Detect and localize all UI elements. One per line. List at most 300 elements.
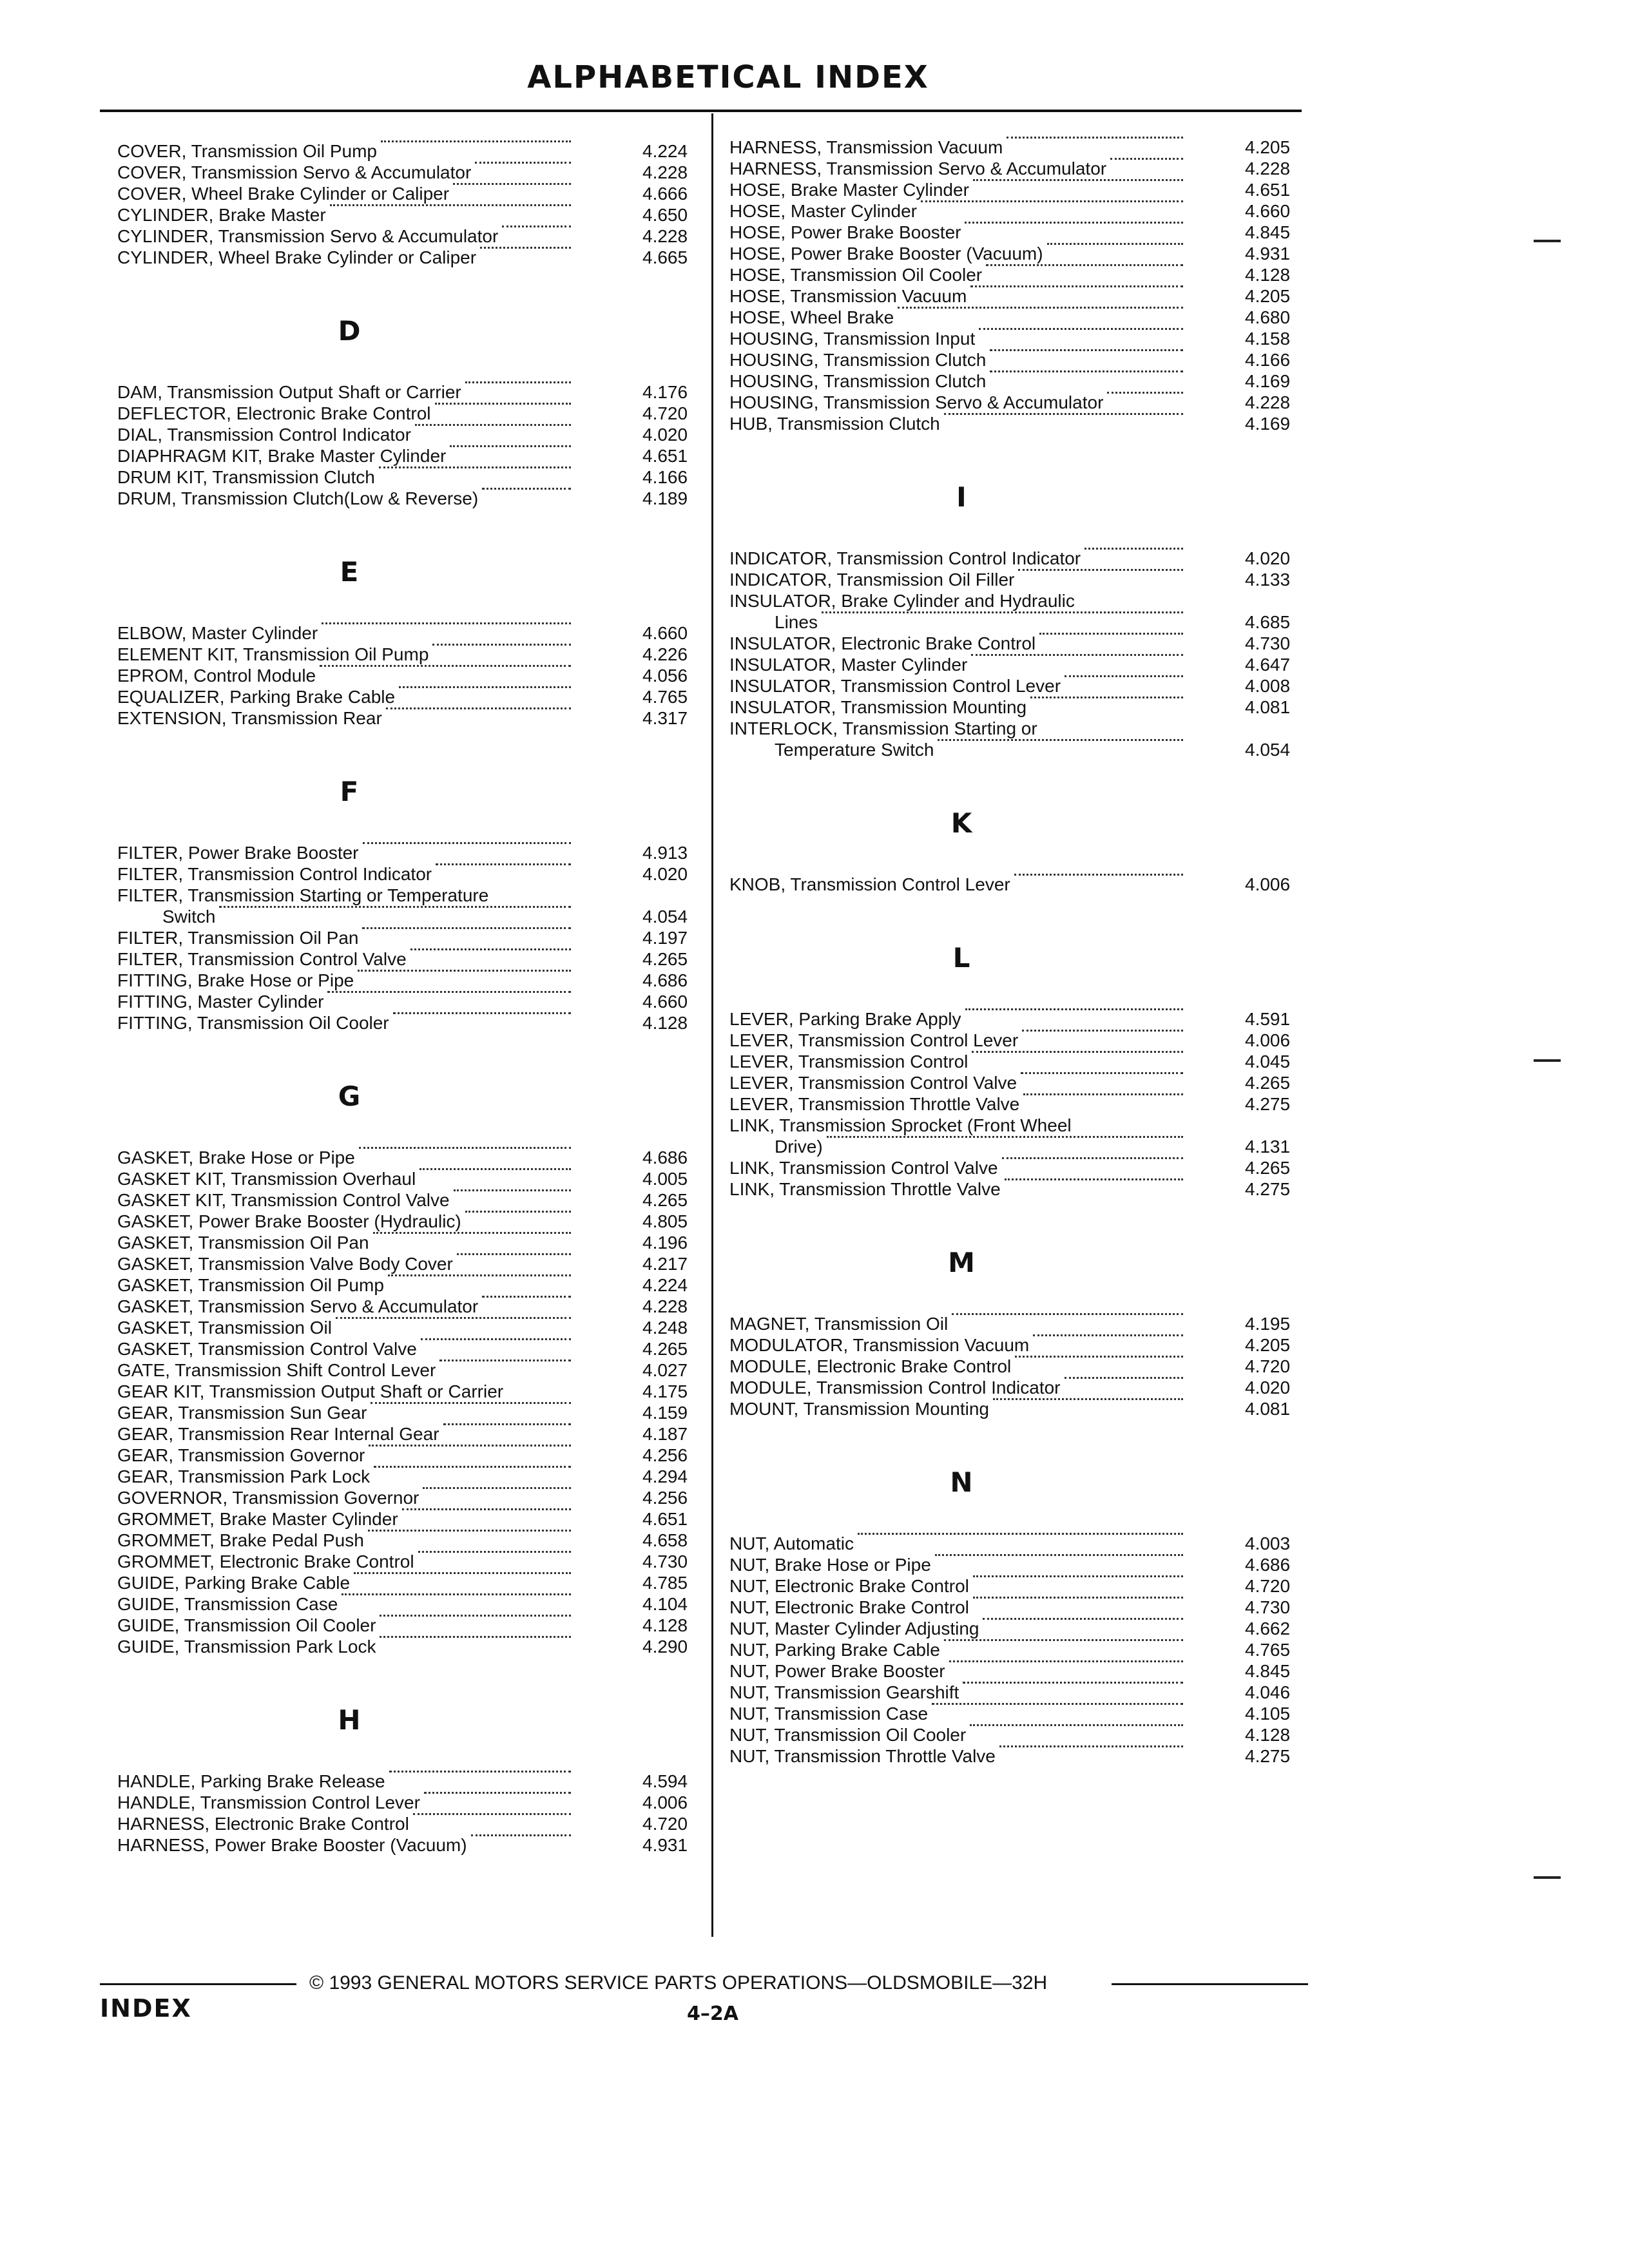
index-term: LINK, Transmission Control Valve [729,1158,998,1178]
index-entry [729,569,1326,590]
margin-mark [1534,240,1561,242]
dot-leader [388,1274,571,1276]
dot-leader [418,1551,571,1553]
index-page-ref: 4.730 [642,1552,688,1571]
index-page-ref: 4.228 [642,226,688,246]
dot-leader [454,1189,571,1191]
index-term: INDICATOR, Transmission Oil Filler [729,570,1015,590]
index-page-ref: 4.217 [642,1254,688,1274]
index-term: GUIDE, Parking Brake Cable [117,1573,351,1593]
dot-leader [1039,633,1183,635]
index-page-ref: 4.651 [642,446,688,466]
dot-leader [973,179,1183,181]
index-term: DIAPHRAGM KIT, Brake Master Cylinder [117,446,447,466]
index-page-ref: 4.248 [642,1318,688,1338]
index-entry [729,1115,1326,1157]
index-page-ref: 4.195 [1245,1314,1291,1334]
dot-leader [1030,697,1183,698]
index-entry [117,991,705,1012]
index-term: MOUNT, Transmission Mounting [729,1399,990,1419]
index-term-line [117,1487,575,1508]
index-entry [117,927,705,948]
index-term: ELEMENT KIT, Transmission Oil Pump [117,644,429,664]
index-term-line [117,1253,575,1274]
dot-leader [1084,548,1183,550]
index-entry [117,488,705,509]
section-spacer [729,1502,1326,1533]
dot-leader [358,970,571,972]
index-page-ref: 4.730 [1245,633,1291,653]
index-term: NUT, Electronic Brake Control [729,1597,969,1617]
index-page-ref: 4.196 [642,1233,688,1253]
index-term: GASKET, Transmission Control Valve [117,1339,417,1359]
dot-leader [965,222,1183,224]
index-term: GEAR, Transmission Park Lock [117,1466,371,1486]
index-term: COVER, Wheel Brake Cylinder or Caliper [117,184,450,204]
index-entry [729,1660,1326,1682]
dot-leader [465,1211,571,1213]
index-term: DIAL, Transmission Control Indicator [117,425,411,445]
index-term-line [117,1274,575,1296]
index-term-line [729,1554,1187,1575]
index-entry [117,424,705,445]
section-spacer [729,1200,1326,1244]
dot-leader [935,1554,1183,1556]
index-term-line [729,1660,1187,1682]
index-entry [729,349,1326,370]
index-term-line [117,1771,575,1792]
section-spacer [117,591,705,622]
index-term: GROMMET, Brake Pedal Push [117,1530,364,1550]
index-page-ref: 4.913 [642,843,688,863]
index-term-line [729,1575,1187,1597]
index-entry [729,1072,1326,1093]
index-page-ref: 4.128 [642,1013,688,1033]
section-spacer [117,509,705,553]
index-term-line [117,1317,575,1338]
index-term-line [729,328,1187,349]
index-term-continuation-line [729,611,1187,633]
index-entry [729,1008,1326,1030]
index-term-line [117,1445,575,1466]
index-entry [117,1813,705,1834]
index-page-ref: 4.020 [1245,548,1291,568]
index-term: DAM, Transmission Output Shaft or Carrier [117,382,461,402]
index-term: FITTING, Master Cylinder [117,992,324,1012]
dot-leader [415,424,571,426]
index-page-ref: 4.256 [642,1445,688,1465]
index-entry [117,140,705,162]
index-term: HOSE, Wheel Brake [729,307,894,327]
index-term-line [729,1008,1187,1030]
index-page-ref: 4.228 [1245,392,1291,412]
index-term: HANDLE, Transmission Control Lever [117,1792,420,1812]
index-term-line [117,204,575,226]
index-entry [729,137,1326,158]
index-page-ref: 4.224 [642,1275,688,1295]
index-term-line [117,140,575,162]
index-page-ref: 4.845 [1245,1661,1291,1681]
section-spacer [117,351,705,381]
index-term: INSULATOR, Transmission Mounting [729,697,1027,717]
dot-leader [1007,137,1183,139]
index-term: HUB, Transmission Clutch [729,414,940,434]
index-page-ref: 4.660 [1245,201,1291,221]
dot-leader [423,1487,571,1489]
dot-leader [971,654,1183,656]
right-index-column [729,137,1326,1767]
dot-leader [1033,1334,1183,1336]
index-entry [117,1834,705,1856]
index-term: NUT, Parking Brake Cable [729,1640,940,1660]
index-entry [729,1639,1326,1660]
dot-leader [983,1618,1183,1620]
dot-leader [1022,1030,1183,1032]
dot-leader [410,948,571,950]
index-term-line [117,1834,575,1856]
index-term-line [729,137,1187,158]
dot-leader [932,1703,1183,1705]
index-term: MODULE, Transmission Control Indicator [729,1378,1061,1398]
index-term-line [729,1093,1187,1115]
index-entry [117,863,705,885]
dot-leader [970,285,1183,287]
index-term: GROMMET, Electronic Brake Control [117,1552,414,1571]
index-entry [117,1317,705,1338]
index-term-line [117,1168,575,1189]
index-term: GASKET, Transmission Oil Pump [117,1275,384,1295]
dot-leader [1014,874,1183,876]
index-page-ref: 4.931 [642,1835,688,1855]
dot-leader [1015,1356,1183,1358]
index-page-ref: 4.317 [642,708,688,728]
index-term: EXTENSION, Transmission Rear [117,708,382,728]
index-page-ref: 4.205 [1245,1335,1291,1355]
index-entry [729,370,1326,392]
dot-leader [330,204,571,206]
dot-leader [858,1533,1183,1535]
index-page-ref: 4.275 [1245,1746,1291,1766]
index-page-ref: 4.166 [642,467,688,487]
index-entry [117,1360,705,1381]
index-term: LEVER, Transmission Control [729,1052,969,1072]
index-term: HOSE, Power Brake Booster [729,222,961,242]
index-term-line [729,1157,1187,1178]
index-term: NUT, Brake Hose or Pipe [729,1555,931,1575]
index-page-ref: 4.666 [642,184,688,204]
index-term: DRUM KIT, Transmission Clutch [117,467,375,487]
dot-leader [322,622,571,624]
index-entry [729,1051,1326,1072]
index-term: INTERLOCK, Transmission Starting or [729,718,1037,738]
index-page-ref: 4.020 [642,425,688,445]
index-term-line [729,243,1187,264]
section-spacer [729,760,1326,804]
index-term: MAGNET, Transmission Oil [729,1314,949,1334]
index-entry [729,590,1326,633]
index-term-line [117,1615,575,1636]
index-term: EPROM, Control Module [117,666,316,686]
index-term-line [117,991,575,1012]
index-term-line [117,1508,575,1530]
index-page-ref: 4.591 [1245,1009,1291,1029]
dot-leader [413,1813,571,1815]
dot-leader [475,162,571,164]
index-term: FILTER, Transmission Oil Pan [117,928,359,948]
index-page-ref: 4.104 [642,1594,688,1614]
index-entry [117,247,705,268]
footer-copyright: © 1993 GENERAL MOTORS SERVICE PARTS OPERATIONS—OLDSMOBILE—32H [309,1972,1048,1994]
dot-leader [1107,392,1183,394]
index-entry [117,1423,705,1445]
index-term-line [729,1703,1187,1724]
index-page-ref: 4.159 [642,1403,688,1423]
dot-leader [965,1008,1183,1010]
dot-leader [999,1745,1183,1747]
index-term-line [729,179,1187,200]
index-term-line [117,1636,575,1657]
index-term-line [117,445,575,466]
index-entry [729,1703,1326,1724]
section-letter: G [338,1081,361,1112]
index-page-ref: 4.054 [642,907,688,927]
index-entry [729,392,1326,413]
index-term: GUIDE, Transmission Park Lock [117,1637,376,1657]
index-term-line [117,1296,575,1317]
index-page-ref: 4.686 [642,1148,688,1168]
index-term-line [117,1189,575,1211]
index-entry [117,665,705,686]
dot-leader [827,1136,1183,1138]
footer-rule-left [100,1983,296,1985]
index-page-ref: 4.265 [1245,1158,1291,1178]
index-page-ref: 4.003 [1245,1533,1291,1553]
index-term-line [117,403,575,424]
index-term: NUT, Master Cylinder Adjusting [729,1619,979,1639]
section-spacer [729,1282,1326,1313]
index-entry [117,1771,705,1792]
index-term: LEVER, Transmission Control Valve [729,1073,1017,1093]
index-term: NUT, Transmission Throttle Valve [729,1746,996,1766]
index-page-ref: 4.720 [642,1814,688,1834]
index-page-ref: 4.006 [642,1792,688,1812]
index-page-ref: 4.128 [1245,1725,1291,1745]
index-entry [117,381,705,403]
index-term-line [117,1232,575,1253]
index-term-line [729,675,1187,697]
dot-leader [1023,1093,1183,1095]
dot-leader [363,842,572,844]
index-page-ref: 4.765 [1245,1640,1291,1660]
index-term-line [729,222,1187,243]
index-entry [117,183,705,204]
index-term-line [117,1792,575,1813]
dot-leader [471,1834,571,1836]
index-term-line [729,697,1187,718]
footer-rule-right [1112,1983,1308,1985]
index-term-line [117,948,575,970]
index-term: COVER, Transmission Oil Pump [117,141,377,161]
index-term: GEAR KIT, Transmission Output Shaft or Carrier [117,1381,504,1401]
dot-leader [432,644,571,646]
index-term: FILTER, Transmission Starting or Temperature [117,885,489,905]
index-term-line [729,285,1187,307]
index-entry [729,243,1326,264]
index-entry [117,842,705,863]
index-term-line [729,1597,1187,1618]
index-entry [117,403,705,424]
dot-leader [369,1445,571,1446]
index-page-ref: 4.226 [642,644,688,664]
dot-leader [399,686,571,688]
index-entry [117,1381,705,1402]
index-term-line [117,1813,575,1834]
index-term: CYLINDER, Brake Master [117,205,326,225]
index-term: HARNESS, Transmission Vacuum [729,137,1003,157]
index-entry [729,1377,1326,1398]
index-term: HOUSING, Transmission Input [729,329,976,349]
dot-leader [379,466,571,468]
margin-mark [1534,1876,1561,1879]
index-term: HOUSING, Transmission Clutch [729,371,987,391]
section-letter: N [950,1466,973,1498]
index-entry [117,970,705,991]
index-term: HOSE, Brake Master Cylinder [729,180,969,200]
dot-leader [1005,1178,1183,1180]
index-term: NUT, Automatic [729,1533,854,1553]
dot-leader [371,1402,571,1404]
index-term: EQUALIZER, Parking Brake Cable [117,687,396,707]
index-term-line [117,1530,575,1551]
index-term: FITTING, Transmission Oil Cooler [117,1013,389,1033]
dot-leader [393,1012,571,1014]
left-index-column [117,140,705,1856]
index-page-ref: 4.650 [642,205,688,225]
index-entry [117,686,705,707]
index-page-ref: 4.205 [1245,286,1291,306]
index-page-ref: 4.187 [642,1424,688,1444]
index-term-line [729,1745,1187,1767]
index-page-ref: 4.128 [1245,265,1291,285]
index-term: FITTING, Brake Hose or Pipe [117,970,354,990]
index-entry [117,162,705,183]
index-term: LINK, Transmission Sprocket (Front Wheel [729,1115,1072,1135]
index-term-line [117,381,575,403]
index-entry [729,718,1326,760]
index-term-line [729,1639,1187,1660]
index-term-line [117,488,575,509]
dot-leader [970,1724,1183,1726]
index-page-ref: 4.197 [642,928,688,948]
index-entry [117,1189,705,1211]
index-term-line [117,707,575,729]
dot-leader [336,1317,571,1319]
index-term-line [117,1593,575,1615]
dot-leader [402,1508,571,1510]
index-term: INSULATOR, Master Cylinder [729,655,968,675]
index-page-ref: 4.665 [642,247,688,267]
dot-leader [1110,158,1183,160]
index-page-ref: 4.176 [642,382,688,402]
index-entry [729,548,1326,569]
index-entry [729,1356,1326,1377]
index-term-line [729,264,1187,285]
index-page-ref: 4.662 [1245,1619,1291,1639]
dot-leader [421,1338,571,1340]
index-term-line [117,424,575,445]
index-entry [117,1445,705,1466]
dot-leader [386,707,571,709]
index-entry [117,1593,705,1615]
index-page-ref: 4.224 [642,141,688,161]
section-spacer [729,977,1326,1008]
index-entry [117,1792,705,1813]
index-entry [117,1211,705,1232]
index-term-line [729,1533,1187,1554]
index-term-line [117,1211,575,1232]
index-term: INSULATOR, Electronic Brake Control [729,633,1036,653]
dot-leader [439,1360,571,1361]
index-term-line [729,1051,1187,1072]
index-page-ref: 4.265 [642,1190,688,1210]
index-page-ref: 4.730 [1245,1597,1291,1617]
index-term-continuation-line [729,739,1187,760]
index-term-line [729,1072,1187,1093]
index-term: INSULATOR, Transmission Control Lever [729,676,1061,696]
index-term-line [729,370,1187,392]
index-term-line [729,569,1187,590]
index-term-line [729,307,1187,328]
index-page-ref: 4.265 [642,1339,688,1359]
index-entry [117,226,705,247]
index-page-ref: 4.275 [1245,1094,1291,1114]
index-page-ref: 4.720 [1245,1576,1291,1596]
index-term-line [117,863,575,885]
index-entry [729,328,1326,349]
dot-leader [389,1771,571,1773]
index-entry [117,1487,705,1508]
index-term-line [117,1572,575,1593]
index-term-continuation-line [729,1136,1187,1157]
index-term-line [729,654,1187,675]
dot-leader [342,1593,571,1595]
dot-leader [436,863,571,865]
index-page-ref: 4.686 [1245,1555,1291,1575]
index-term: GEAR, Transmission Governor [117,1445,365,1465]
dot-leader [443,1423,571,1425]
dot-leader [993,1398,1183,1400]
index-page-ref: 4.008 [1245,676,1291,696]
section-spacer [729,1419,1326,1463]
index-term-line [117,842,575,863]
index-term-line [117,183,575,204]
index-page-ref: 4.228 [1245,159,1291,178]
index-page-ref: 4.166 [1245,350,1291,370]
dot-leader [972,1051,1183,1053]
dot-leader [219,906,571,908]
index-term-continuation: Temperature Switch [775,740,934,760]
index-term-line [729,1377,1187,1398]
index-term-line [729,874,1187,895]
index-entry [729,1745,1326,1767]
dot-leader [480,247,571,249]
index-page-ref: 4.081 [1245,697,1291,717]
index-page-ref: 4.205 [1245,137,1291,157]
index-term: GASKET, Transmission Oil [117,1318,332,1338]
index-entry [729,158,1326,179]
index-entry [117,1530,705,1551]
index-entry [117,885,705,927]
